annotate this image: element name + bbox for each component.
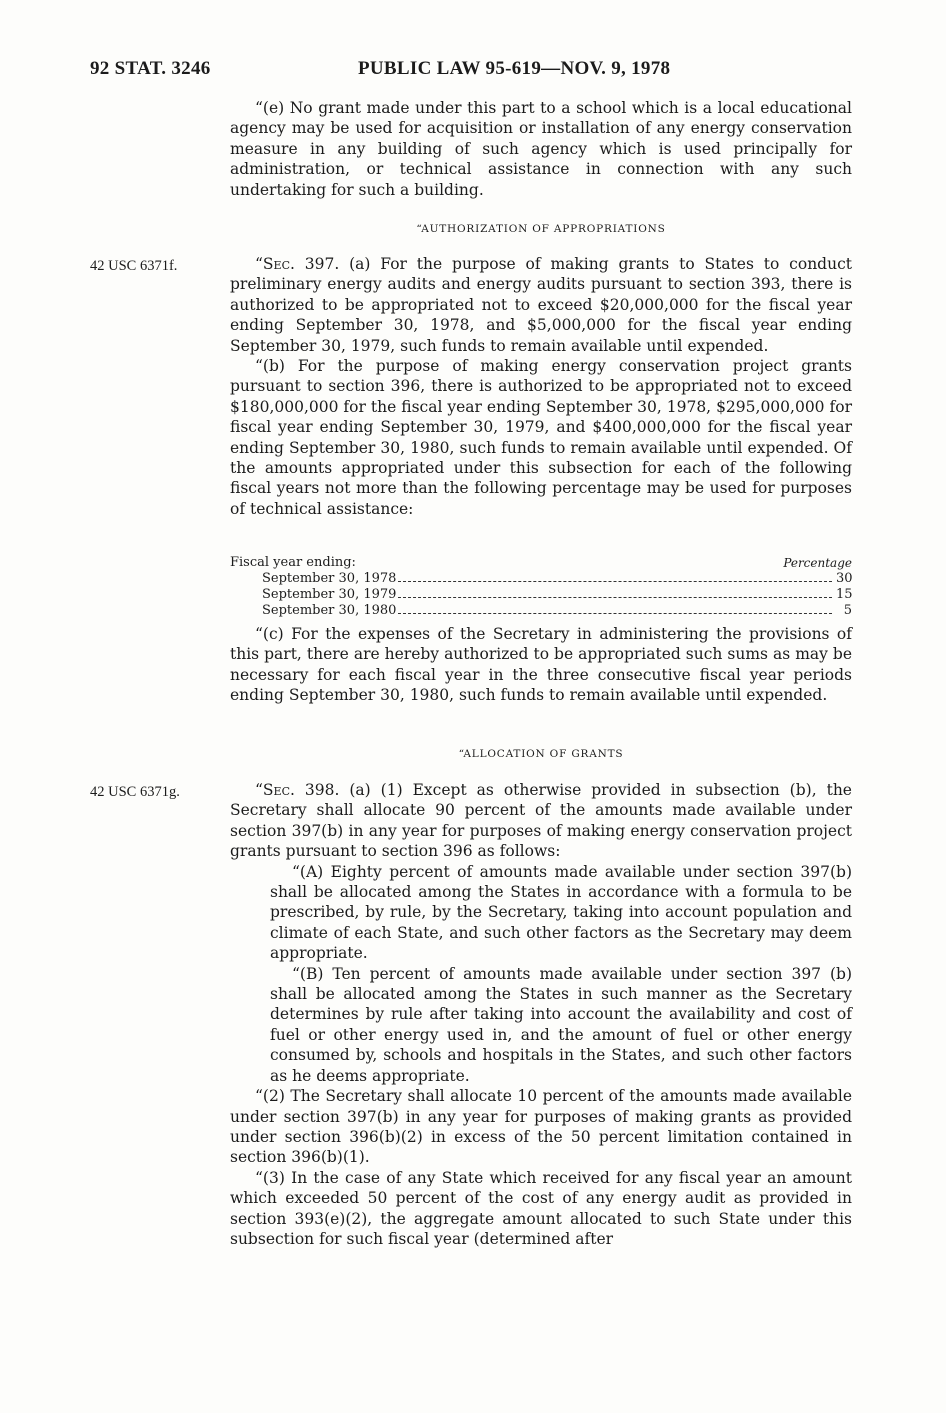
sec-398-mark: “Sec. (255, 781, 295, 799)
table-percentage: 5 (843, 603, 852, 618)
sec-397-a-text: 397. (a) For the purpose of making grants to States to conduct preliminary energy audits and energy audits pursuant to section 393, there is authorized to be appropriated not to exceed $20,000,000 for the fiscal year ending September 30, 1978, and $5,000,000 for the fiscal year ending September 30, 1979, such funds to remain available until expended. (230, 255, 852, 355)
table-row (230, 571, 852, 587)
table-year: September 30, 1978 (262, 571, 397, 586)
sec-398-a1-text: 398. (a) (1) Except as otherwise provided in subsection (b), the Secretary shall allocate 90 percent of the amounts made available under section 397(b) in any year for purposes of making energy conservation project grants pursuant to section 396 as follows: (230, 781, 852, 861)
heading-authorization: “AUTHORIZATION OF APPROPRIATIONS (416, 223, 666, 235)
margin-note-398: 42 USC 6371g. (90, 784, 180, 800)
table-row (230, 603, 852, 619)
para-e-text: “(e) No grant made under this part to a school which is a local educational agency may be used for acquisition or installation of any energy conservation measure in any building of such agency which is used principally for administration, or technical assistance in connection with any such undertaking for such a building. (230, 99, 852, 199)
table-col-percentage: Percentage (783, 556, 852, 570)
sec-397-mark: “Sec. (255, 255, 295, 273)
table-header (230, 555, 852, 571)
paragraph-e (230, 98, 852, 200)
sec-398-a1 (230, 780, 852, 862)
table-row (230, 587, 852, 603)
table-col-year: Fiscal year ending: (230, 555, 356, 570)
sec-397-c-block (230, 624, 852, 706)
table-year: September 30, 1980 (262, 603, 397, 618)
sec-398-A: “(A) Eighty percent of amounts made available under section 397(b) shall be allocated among the States in accordance with a formula to be prescribed, by rule, by the Secretary, taking into account population and climate of each State, and such other factors as the Secretary may deem appropriate. (270, 862, 852, 963)
heading-allocation: “ALLOCATION OF GRANTS (458, 748, 624, 760)
margin-note-397: 42 USC 6371f. (90, 258, 178, 274)
table-year: September 30, 1979 (262, 587, 397, 602)
sec-398-2: “(2) The Secretary shall allocate 10 percent of the amounts made available under section 397(b) in any year for purposes of making grants as provided under section 396(b)(2) in excess of the 50 percent limitation contained in section 396(b)(1). (230, 1087, 852, 1167)
sec-398-3: “(3) In the case of any State which received for any fiscal year an amount which exceeded 50 percent of the cost of any energy audit as provided in section 393(e)(2), the aggregate amount allocated to such State under this subsection for such fiscal year (determined after (230, 1168, 852, 1248)
sec-397-b: “(b) For the purpose of making energy conservation project grants pursuant to section 396, there is authorized to be appropriated not to exceed $180,000,000 for the fiscal year ending September 30, 1978, $295,000,000 for fiscal year ending September 30, 1979, and $400,000,000 for the fiscal year ending September 30, 1980, such funds to remain available until expended. Of the amounts appropriated under this subsection for each of the following fiscal years not more than the following percentage may be used for purposes of technical assistance: (230, 357, 852, 518)
page-title: PUBLIC LAW 95-619—NOV. 9, 1978 (358, 58, 671, 79)
sec-397-c: “(c) For the expenses of the Secretary in administering the provisions of this part, there are hereby authorized to be appropriated such sums as may be necessary for each fiscal year in the three consecutive fiscal year periods ending September 30, 1980, such funds to remain available until expended. (230, 625, 852, 705)
technical-assistance-table (230, 555, 852, 619)
section-397 (230, 254, 852, 519)
sec-397-a (230, 254, 852, 356)
sec-398-B: “(B) Ten percent of amounts made available under section 397 (b) shall be allocated among the States in such manner as the Secretary determines by rule after taking into account the availability and cost of fuel or other energy used in, and the amount of fuel or other energy consumed by, schools and hospitals in the States, and such other factors as he deems appropriate. (270, 964, 852, 1085)
table-percentage: 15 (836, 587, 853, 602)
stat-citation: 92 STAT. 3246 (90, 58, 211, 79)
table-percentage: 30 (836, 571, 853, 586)
section-398 (230, 780, 852, 1249)
